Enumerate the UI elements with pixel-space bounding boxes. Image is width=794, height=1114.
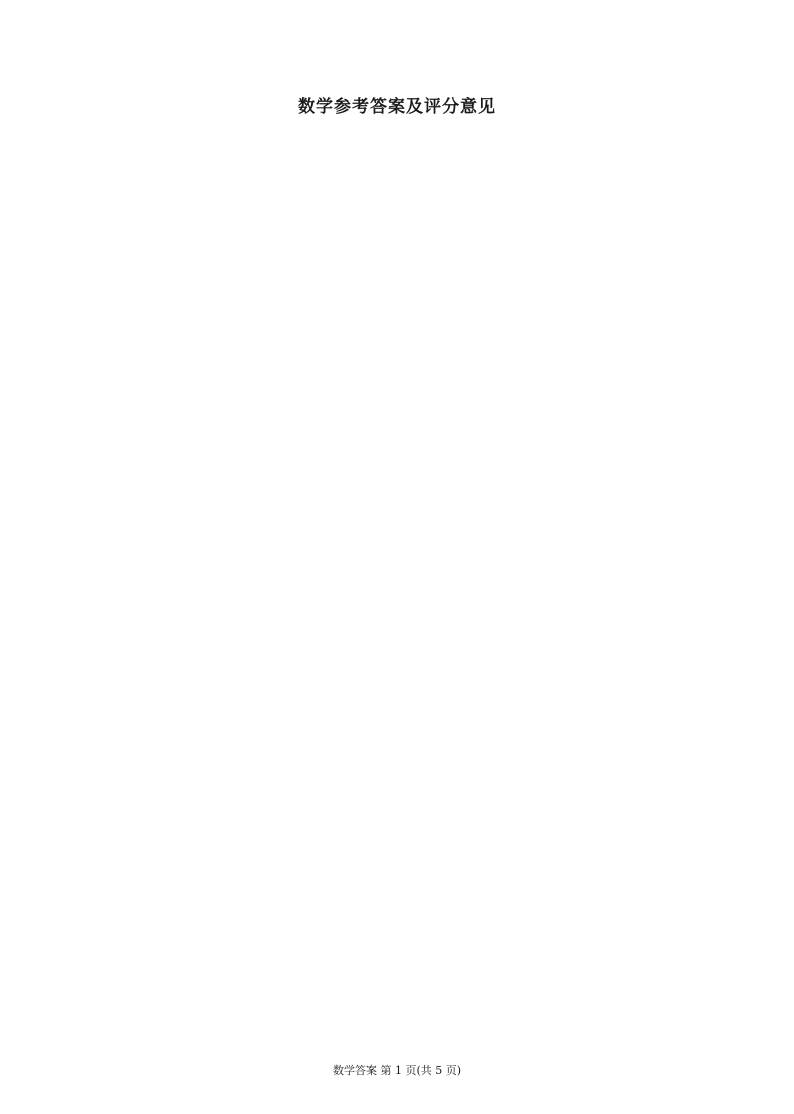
page-title: 数学参考答案及评分意见	[298, 97, 496, 117]
page-footer: 数学答案 第 1 页(共 5 页)	[332, 1064, 462, 1077]
